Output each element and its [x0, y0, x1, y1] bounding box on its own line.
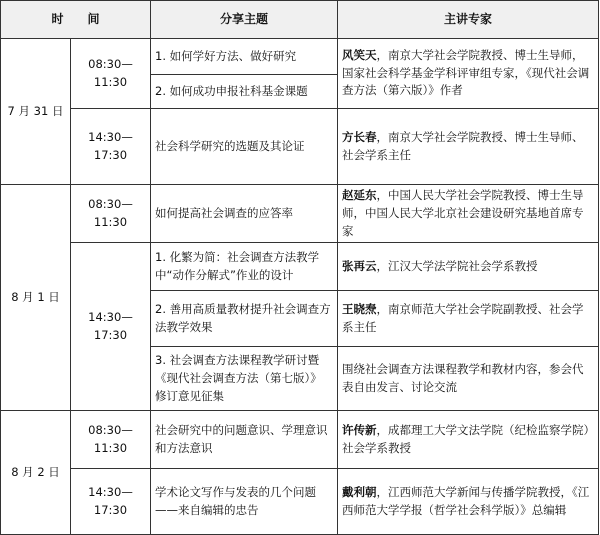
topic-cell: 如何提高社会调查的应答率 [151, 185, 338, 243]
speaker-cell [338, 411, 599, 469]
table-row [1, 243, 599, 291]
speaker-name: 王晓焘 [342, 302, 377, 317]
speaker-desc: ，南京大学社会学院教授、博士生导师、社会学系主任 [342, 129, 584, 162]
speaker-desc: ，成都理工大学文法学院（纪检监察学院）社会学系教授 [342, 423, 590, 455]
table-row [1, 185, 599, 243]
time-cell: 08:30—11:30 [71, 411, 151, 469]
speaker-desc: ，南京大学社会学院教授、博士生导师，国家社会科学基金学科评审组专家，《现代社会调查方法（第六版）》作者 [342, 47, 590, 98]
topic-cell: 2. 如何成功申报社科基金课题 [151, 75, 338, 109]
table-row [1, 109, 599, 185]
speaker-desc: ，南京师范大学社会学院副教授、社会学系主任 [342, 302, 584, 334]
speaker-desc: ，江西师范大学新闻与传播学院教授，《江西师范大学学报（哲学社会科学版）》总编辑 [342, 485, 590, 517]
speaker-desc: ，江汉大学法学院社会学系教授 [376, 259, 538, 274]
header-topic: 分享主题 [151, 1, 338, 39]
table-row [1, 39, 599, 75]
header-row [1, 1, 599, 39]
topic-cell: 3. 社会调查方法课程教学研讨暨《现代社会调查方法（第七版）》修订意见征集 [151, 347, 338, 411]
date-cell: 8 月 2 日 [1, 411, 71, 535]
speaker-name: 许传新 [342, 423, 377, 438]
speaker-desc: 围绕社会调查方法课程教学和教材内容，参会代表自由发言、讨论交流 [342, 362, 584, 394]
date-cell: 7 月 31 日 [1, 39, 71, 185]
topic-cell: 社会研究中的问题意识、学理意识和方法意识 [151, 411, 338, 469]
speaker-name: 方长春 [342, 129, 377, 144]
speaker-desc: ，中国人民大学社会学院教授、博士生导师，中国人民大学北京社会建设研究基地首席专家 [342, 188, 584, 238]
topic-cell: 2. 善用高质量教材提升社会调查方法教学效果 [151, 291, 338, 347]
speaker-cell [338, 243, 599, 291]
speaker-cell [338, 39, 599, 109]
time-cell: 14:30—17:30 [71, 469, 151, 535]
time-cell: 08:30—11:30 [71, 185, 151, 243]
header-speaker: 主讲专家 [338, 1, 599, 39]
speaker-name: 戴利朝 [342, 485, 377, 500]
speaker-name: 风笑天 [342, 47, 377, 62]
topic-cell: 社会科学研究的选题及其论证 [151, 109, 338, 185]
speaker-cell [338, 469, 599, 535]
topic-cell: 1. 如何学好方法、做好研究 [151, 39, 338, 75]
speaker-cell [338, 185, 599, 243]
speaker-cell [338, 347, 599, 411]
time-cell: 14:30—17:30 [71, 109, 151, 185]
topic-cell: 学术论文写作与发表的几个问题——来自编辑的忠告 [151, 469, 338, 535]
topic-cell: 1. 化繁为简：社会调查方法教学中“动作分解式”作业的设计 [151, 243, 338, 291]
time-cell: 14:30—17:30 [71, 243, 151, 411]
time-cell: 08:30—11:30 [71, 39, 151, 109]
speaker-cell [338, 109, 599, 185]
date-cell: 8 月 1 日 [1, 185, 71, 411]
header-time: 时 间 [1, 1, 151, 39]
table-row [1, 469, 599, 535]
speaker-cell [338, 291, 599, 347]
speaker-name: 赵延东 [342, 188, 377, 202]
speaker-name: 张再云 [342, 259, 377, 274]
table-row [1, 411, 599, 469]
